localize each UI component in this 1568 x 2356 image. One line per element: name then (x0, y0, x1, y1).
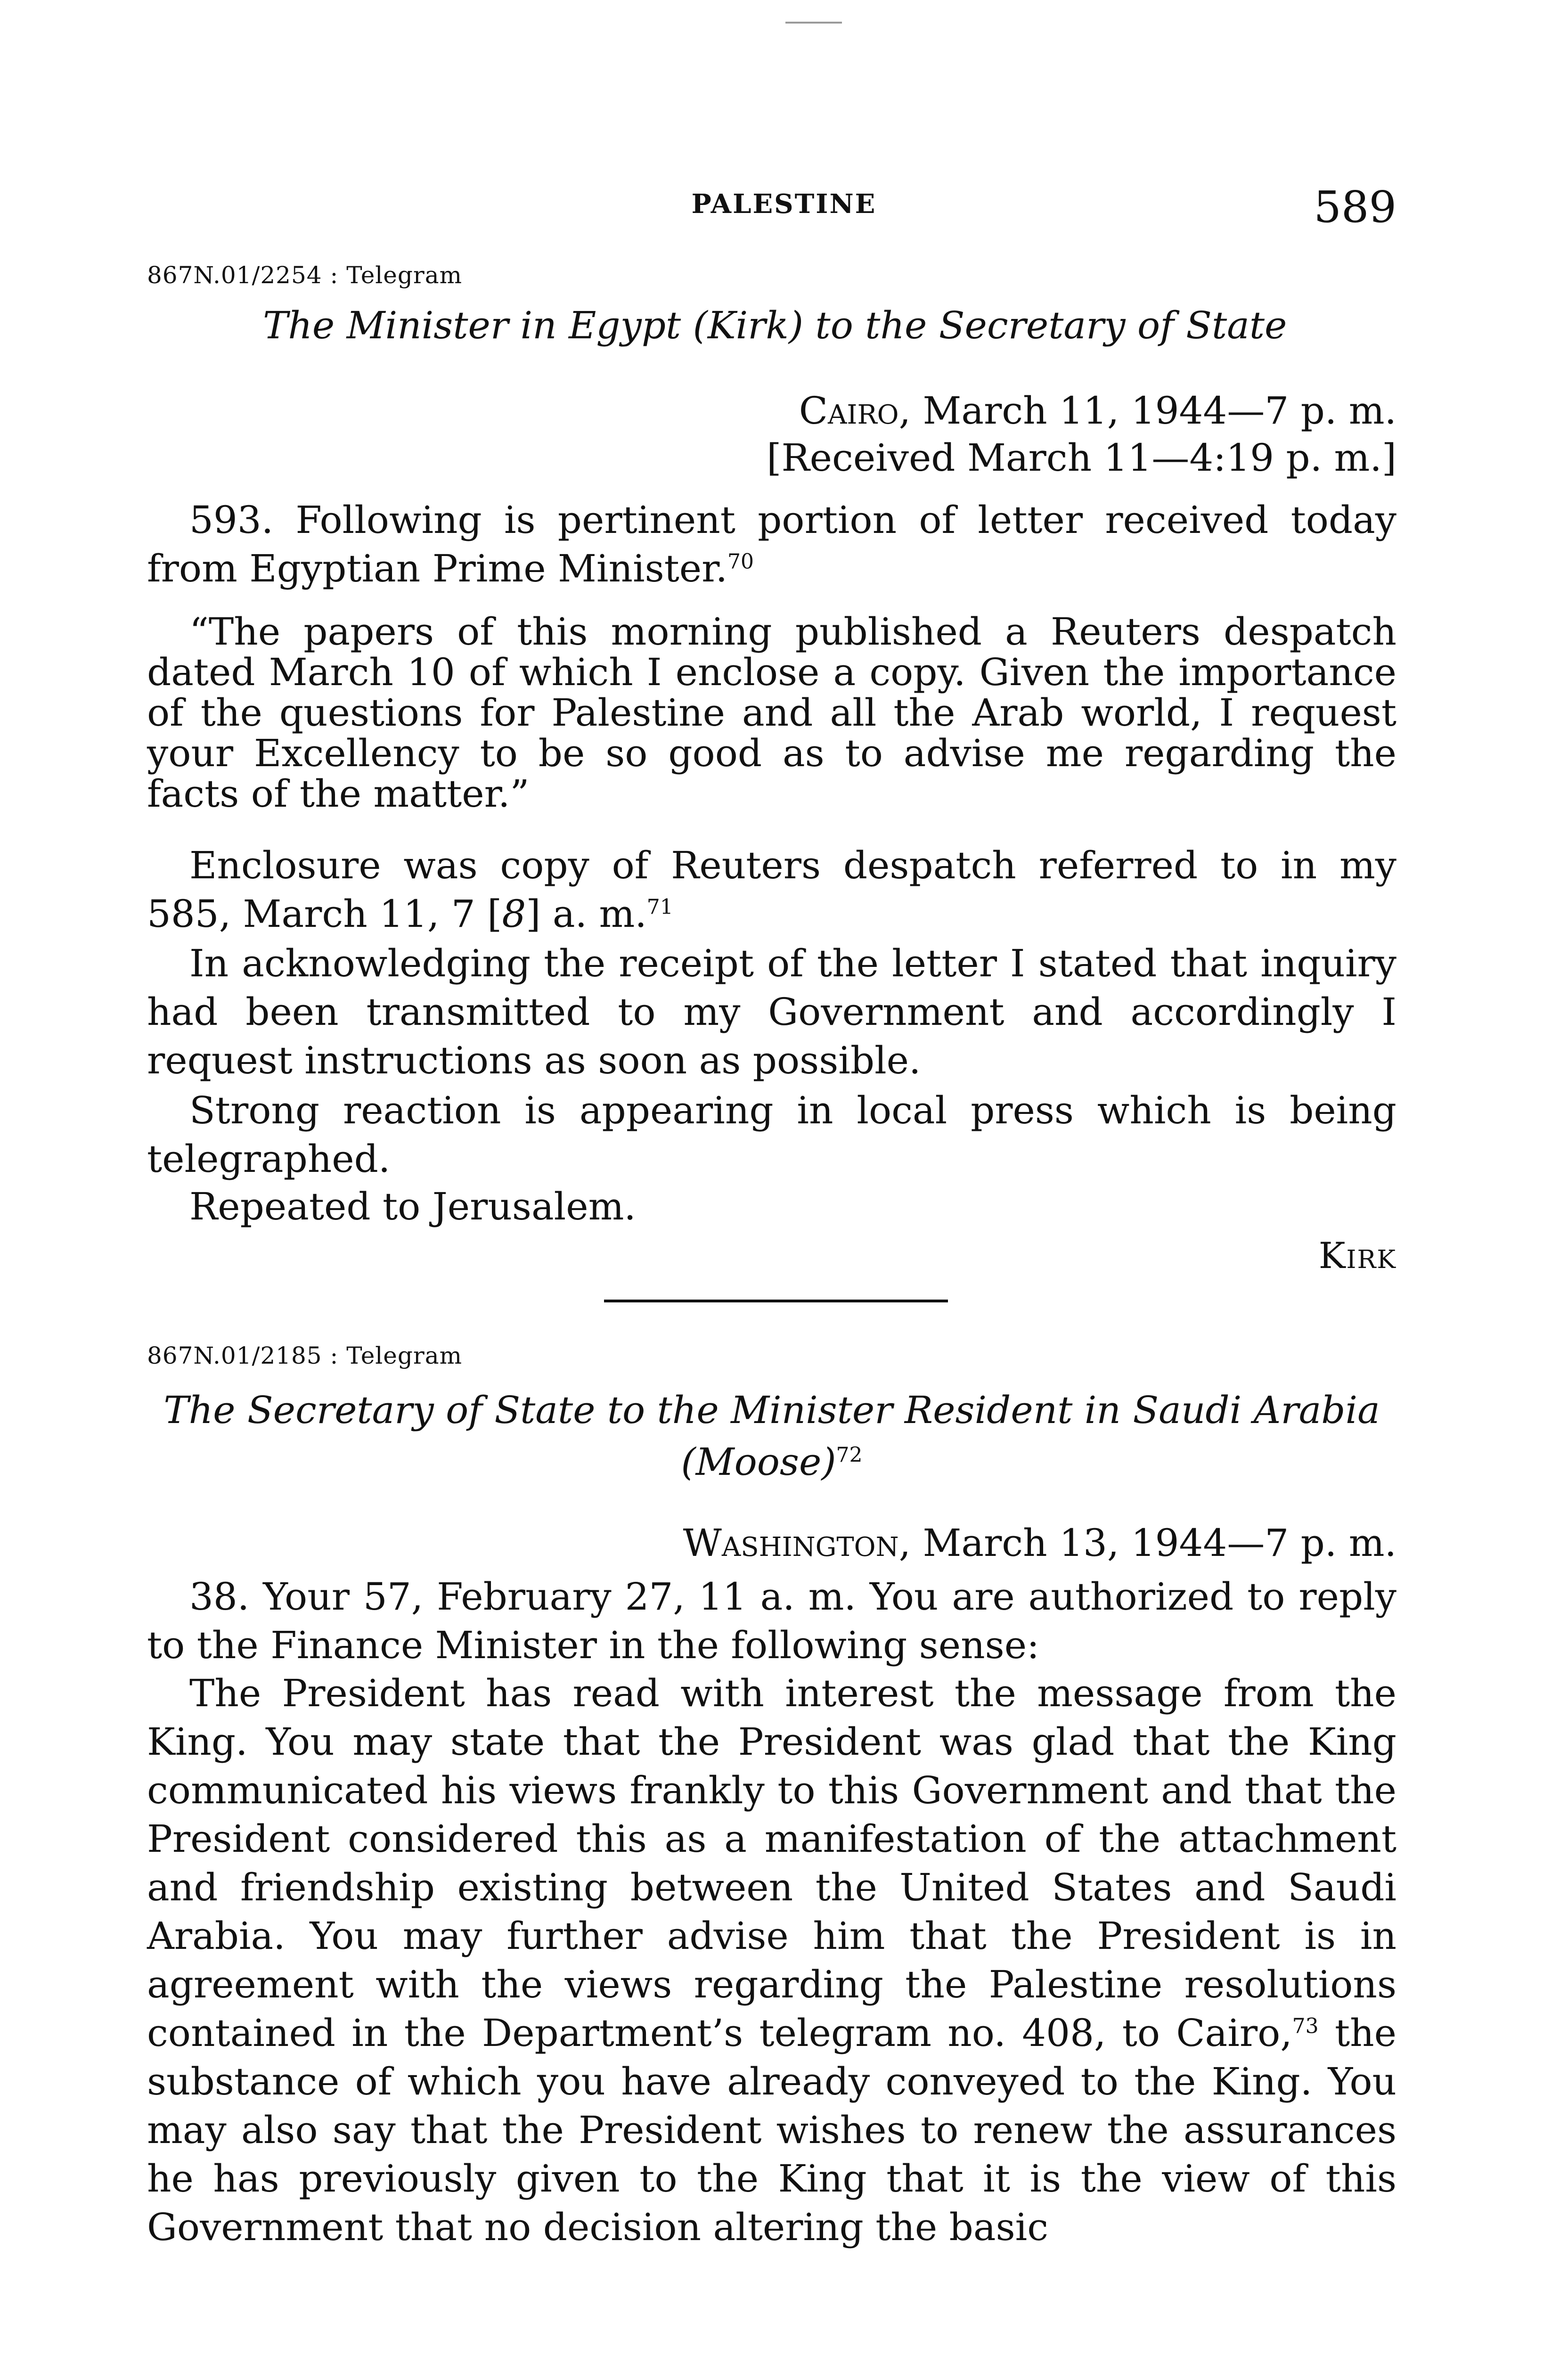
doc1-paragraph-3: In acknowledging the receipt of the letter I stated that inquiry had been transmitted to my Government and accordingly I request instructions as soon as possible. (147, 941, 1396, 1082)
doc2-paragraph-1: 38. Your 57, February 27, 11 a. m. You are authorized to reply to the Finance Minister in the following sense: (147, 1575, 1396, 1667)
page-number: 589 (1314, 182, 1396, 232)
running-header (0, 182, 1568, 234)
doc2-dateline (683, 1520, 1396, 1567)
doc2-file-number: 867N.01/2185 : Telegram (147, 1342, 462, 1369)
doc2-title: The Secretary of State to the Minister Resident in Saudi Arabia (Moose)$^{72}$ (163, 1388, 1380, 1484)
footnote-ref: 71 (646, 895, 673, 919)
doc1-dateline-date: , March 11, 1944—7 p. m. (898, 389, 1396, 433)
running-title: PALESTINE (691, 188, 877, 220)
doc1-file-number: 867N.01/2254 : Telegram (147, 262, 462, 289)
doc1-paragraph-1: 593. Following is pertinent portion of letter received today from Egyptian Prime Minister.$^{70}$ (147, 498, 1396, 590)
doc1-paragraph-5: Repeated to Jerusalem. (189, 1185, 636, 1228)
doc1-title: The Minister in Egypt (Kirk) to the Secretary of State (263, 303, 1287, 347)
doc1-dateline-place: Cairo (799, 389, 899, 433)
doc1-paragraph-4: Strong reaction is appearing in local press which is being telegraphed. (147, 1088, 1396, 1181)
doc2-dateline-date: , March 13, 1944—7 p. m. (898, 1521, 1396, 1565)
doc1-signature: Kirk (1318, 1235, 1396, 1276)
doc1-quote: “The papers of this morning published a Reuters despatch dated March 10 of which I enclose a copy. Given the importance of the questions for Palestine and all the Arab world, I request your Excellency to be so good as to advise me regarding the facts of the matter.” (147, 610, 1396, 816)
doc2-dateline-place: Washington (683, 1521, 899, 1565)
doc1-dateline (767, 387, 1396, 482)
doc1-paragraph-2: Enclosure was copy of Reuters despatch referred to in my 585, March 11, 7 [8] a. m.$^{71}$ (147, 843, 1396, 936)
footnote-ref: 70 (727, 549, 754, 574)
footnote-ref: 72 (836, 1443, 863, 1467)
doc1-received: [Received March 11—4:19 p. m.] (767, 436, 1396, 480)
scan-mark (785, 22, 842, 24)
doc2-paragraph-2: The President has read with interest the message from the King. You may state that the President was glad that the King communicated his views frankly to this Government and that the President considered this as a manifestation of the attachment and friendship existing between the United States and Saudi Arabia. You may further advise him that the President is in agreement with the views regarding the Palestine resolutions contained in the Department’s telegram no. 408, to Cairo,$^{73}$ the substance of which you have already conveyed to the King. You may also say that the President wishes to renew the assurances he has previously given to the King that it is the view of this Government that no decision altering the basic (147, 1671, 1396, 2249)
footnote-ref: 73 (1292, 2014, 1319, 2038)
section-divider (604, 1300, 948, 1302)
